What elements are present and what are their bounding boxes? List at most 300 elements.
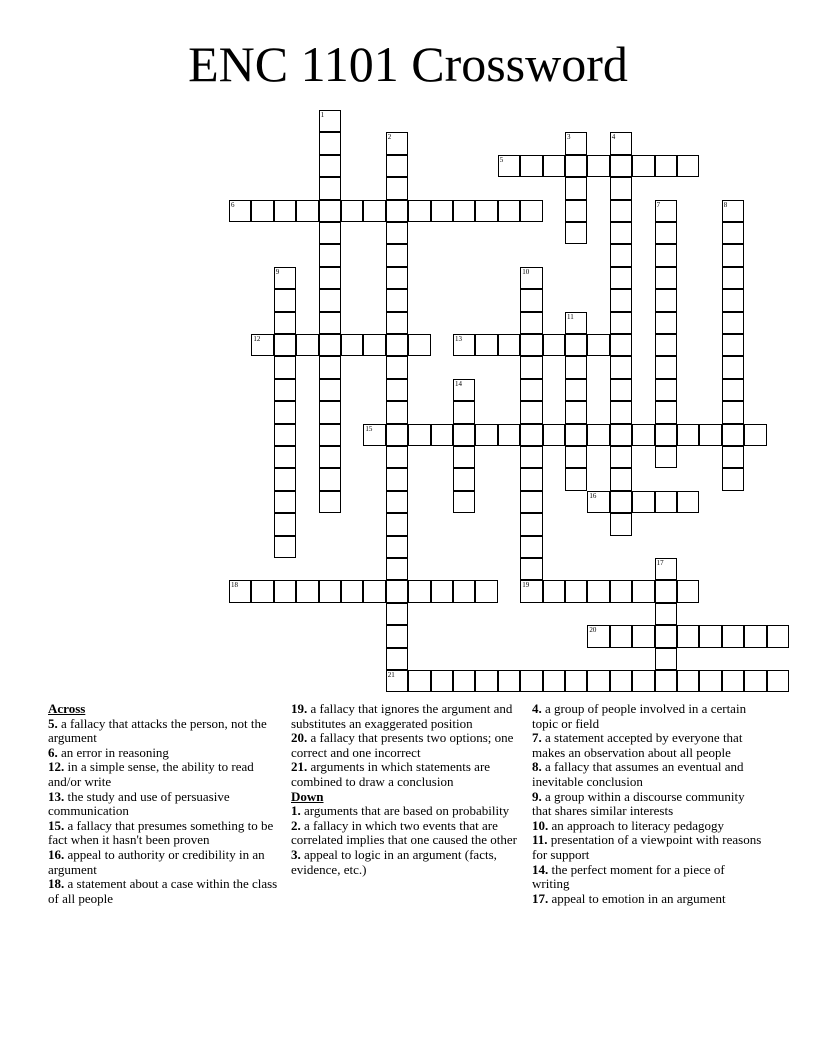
grid-cell[interactable] bbox=[587, 670, 609, 692]
grid-cell[interactable] bbox=[274, 289, 296, 311]
grid-cell[interactable] bbox=[453, 580, 475, 602]
clue-number: 11 bbox=[567, 312, 574, 321]
grid-cell[interactable] bbox=[722, 468, 744, 490]
grid-cell[interactable] bbox=[722, 356, 744, 378]
grid-cell[interactable] bbox=[498, 155, 520, 177]
grid-cell[interactable] bbox=[744, 670, 766, 692]
grid-cell[interactable] bbox=[655, 446, 677, 468]
grid-cell[interactable] bbox=[610, 580, 632, 602]
grid-cell[interactable] bbox=[274, 379, 296, 401]
grid-cell[interactable] bbox=[274, 424, 296, 446]
grid-cell[interactable] bbox=[699, 670, 721, 692]
page-title: ENC 1101 Crossword bbox=[188, 36, 628, 92]
grid-cell[interactable] bbox=[453, 401, 475, 423]
clue-text: a group of people involved in a certain topic or field bbox=[532, 701, 747, 731]
grid-cell[interactable] bbox=[655, 200, 677, 222]
across-clue bbox=[291, 760, 523, 789]
grid-cell[interactable] bbox=[610, 670, 632, 692]
clue-text: the study and use of persuasive communication bbox=[48, 788, 230, 819]
grid-cell[interactable] bbox=[386, 401, 408, 423]
grid-cell[interactable] bbox=[722, 334, 744, 356]
grid-cell[interactable] bbox=[453, 491, 475, 513]
clue-number: 3 bbox=[567, 133, 571, 142]
grid-cell[interactable] bbox=[543, 334, 565, 356]
grid-cell[interactable] bbox=[319, 177, 341, 199]
grid-cell[interactable] bbox=[319, 222, 341, 244]
grid-cell[interactable] bbox=[610, 200, 632, 222]
down-clue bbox=[532, 702, 764, 731]
down-clue bbox=[532, 833, 764, 862]
grid-cell[interactable] bbox=[565, 155, 587, 177]
clue-text: an error in reasoning bbox=[61, 744, 169, 760]
grid-cell[interactable] bbox=[565, 177, 587, 199]
grid-cell[interactable] bbox=[565, 222, 587, 244]
clue-label: 15. bbox=[48, 817, 65, 833]
grid-cell[interactable] bbox=[520, 580, 542, 602]
grid-cell[interactable] bbox=[453, 334, 475, 356]
grid-cell[interactable] bbox=[386, 334, 408, 356]
grid-cell[interactable] bbox=[319, 289, 341, 311]
grid-cell[interactable] bbox=[655, 379, 677, 401]
grid-cell[interactable] bbox=[610, 222, 632, 244]
grid-cell[interactable] bbox=[453, 424, 475, 446]
grid-cell[interactable] bbox=[319, 132, 341, 154]
grid-cell[interactable] bbox=[274, 312, 296, 334]
grid-cell[interactable] bbox=[431, 670, 453, 692]
grid-cell[interactable] bbox=[520, 536, 542, 558]
grid-cell[interactable] bbox=[677, 491, 699, 513]
grid-cell[interactable] bbox=[632, 625, 654, 647]
grid-cell[interactable] bbox=[386, 155, 408, 177]
grid-cell[interactable] bbox=[655, 356, 677, 378]
grid-cell[interactable] bbox=[408, 424, 430, 446]
grid-cell[interactable] bbox=[431, 200, 453, 222]
clue-number: 5 bbox=[499, 155, 504, 164]
grid-cell[interactable] bbox=[498, 424, 520, 446]
grid-cell[interactable] bbox=[453, 446, 475, 468]
grid-cell[interactable] bbox=[229, 580, 251, 602]
clue-label: 17. bbox=[532, 890, 549, 906]
clue-label: 1. bbox=[291, 803, 301, 819]
clue-number: 10 bbox=[522, 267, 530, 276]
grid-cell[interactable] bbox=[274, 356, 296, 378]
grid-cell[interactable] bbox=[453, 200, 475, 222]
across-heading: Across bbox=[48, 701, 86, 716]
grid-cell[interactable] bbox=[655, 267, 677, 289]
clue-label: 7. bbox=[532, 730, 542, 746]
grid-cell[interactable] bbox=[722, 670, 744, 692]
grid-cell[interactable] bbox=[699, 424, 721, 446]
grid-cell[interactable] bbox=[610, 401, 632, 423]
grid-cell[interactable] bbox=[386, 356, 408, 378]
grid-cell[interactable] bbox=[498, 200, 520, 222]
grid-cell[interactable] bbox=[565, 379, 587, 401]
grid-cell[interactable] bbox=[655, 424, 677, 446]
clue-number: 1 bbox=[320, 111, 325, 119]
grid-cell[interactable] bbox=[274, 267, 296, 289]
clue-text: a fallacy that presents two options; one correct and one incorrect bbox=[291, 730, 514, 760]
grid-cell[interactable] bbox=[386, 244, 408, 266]
clue-label: 2. bbox=[291, 817, 301, 833]
grid-cell[interactable] bbox=[610, 625, 632, 647]
grid-cell[interactable] bbox=[632, 670, 654, 692]
grid-cell[interactable] bbox=[655, 222, 677, 244]
grid-cell[interactable] bbox=[610, 177, 632, 199]
grid-cell[interactable] bbox=[274, 536, 296, 558]
clue-number: 20 bbox=[589, 626, 597, 635]
grid-cell[interactable] bbox=[677, 580, 699, 602]
grid-cell[interactable] bbox=[274, 200, 296, 222]
grid-cell[interactable] bbox=[363, 580, 385, 602]
grid-cell[interactable] bbox=[722, 379, 744, 401]
grid-cell[interactable] bbox=[543, 155, 565, 177]
grid-cell[interactable] bbox=[520, 424, 542, 446]
grid-cell[interactable] bbox=[610, 468, 632, 490]
across-clue bbox=[48, 760, 280, 789]
clue-label: 9. bbox=[532, 788, 542, 804]
grid-cell[interactable] bbox=[520, 334, 542, 356]
clue-number: 16 bbox=[589, 491, 597, 500]
across-clue bbox=[48, 848, 280, 877]
clue-column-2 bbox=[291, 702, 523, 877]
grid-cell[interactable] bbox=[565, 356, 587, 378]
grid-cell[interactable] bbox=[699, 625, 721, 647]
clue-text: a fallacy in which two events that are correlated implies that one caused the other bbox=[291, 817, 517, 848]
grid-cell[interactable] bbox=[655, 580, 677, 602]
grid-cell[interactable] bbox=[296, 200, 318, 222]
grid-cell[interactable] bbox=[677, 625, 699, 647]
grid-cell[interactable] bbox=[431, 424, 453, 446]
grid-cell[interactable] bbox=[274, 401, 296, 423]
grid-cell[interactable] bbox=[363, 424, 385, 446]
grid-cell[interactable] bbox=[610, 289, 632, 311]
grid-cell[interactable] bbox=[722, 401, 744, 423]
grid-cell[interactable] bbox=[722, 222, 744, 244]
clue-number: 15 bbox=[365, 424, 373, 433]
grid-cell[interactable] bbox=[632, 580, 654, 602]
grid-cell[interactable] bbox=[610, 312, 632, 334]
grid-cell[interactable] bbox=[319, 401, 341, 423]
clue-column-3 bbox=[532, 702, 764, 906]
grid-cell[interactable] bbox=[767, 625, 789, 647]
grid-cell[interactable] bbox=[453, 670, 475, 692]
grid-cell[interactable] bbox=[251, 334, 273, 356]
grid-cell[interactable] bbox=[408, 580, 430, 602]
grid-cell[interactable] bbox=[386, 222, 408, 244]
grid-cell[interactable] bbox=[386, 446, 408, 468]
clue-number: 2 bbox=[387, 133, 392, 142]
grid-cell[interactable] bbox=[386, 670, 408, 692]
grid-cell[interactable] bbox=[655, 625, 677, 647]
grid-cell[interactable] bbox=[386, 603, 408, 625]
grid-cell[interactable] bbox=[655, 558, 677, 580]
across-clue bbox=[291, 702, 523, 731]
clue-text: a fallacy that ignores the argument and substitutes an exaggerated position bbox=[291, 701, 513, 731]
grid-cell[interactable] bbox=[677, 424, 699, 446]
grid-cell[interactable] bbox=[565, 132, 587, 154]
grid-cell[interactable] bbox=[655, 334, 677, 356]
grid-cell[interactable] bbox=[520, 558, 542, 580]
grid-cell[interactable] bbox=[655, 648, 677, 670]
grid-cell[interactable] bbox=[565, 312, 587, 334]
across-clue bbox=[48, 746, 280, 761]
grid-cell[interactable] bbox=[722, 267, 744, 289]
grid-cell[interactable] bbox=[722, 244, 744, 266]
grid-cell[interactable] bbox=[543, 670, 565, 692]
grid-cell[interactable] bbox=[655, 155, 677, 177]
grid-cell[interactable] bbox=[475, 424, 497, 446]
grid-cell[interactable] bbox=[565, 334, 587, 356]
grid-cell[interactable] bbox=[319, 200, 341, 222]
grid-cell[interactable] bbox=[431, 580, 453, 602]
grid-cell[interactable] bbox=[722, 312, 744, 334]
grid-cell[interactable] bbox=[453, 379, 475, 401]
grid-cell[interactable] bbox=[386, 424, 408, 446]
grid-cell[interactable] bbox=[520, 356, 542, 378]
grid-cell[interactable] bbox=[251, 580, 273, 602]
grid-cell[interactable] bbox=[520, 267, 542, 289]
grid-cell[interactable] bbox=[610, 356, 632, 378]
down-clue bbox=[532, 790, 764, 819]
grid-cell[interactable] bbox=[543, 580, 565, 602]
grid-cell[interactable] bbox=[565, 670, 587, 692]
grid-cell[interactable] bbox=[386, 200, 408, 222]
clue-number: 14 bbox=[455, 379, 462, 388]
clue-label: 21. bbox=[291, 759, 308, 775]
grid-cell[interactable] bbox=[296, 580, 318, 602]
clue-number: 6 bbox=[231, 200, 235, 209]
grid-cell[interactable] bbox=[520, 491, 542, 513]
grid-cell[interactable] bbox=[319, 446, 341, 468]
grid-cell[interactable] bbox=[520, 289, 542, 311]
clue-label: 6. bbox=[48, 744, 58, 760]
clue-label: 16. bbox=[48, 846, 65, 862]
grid-cell[interactable] bbox=[274, 446, 296, 468]
down-clue bbox=[532, 760, 764, 789]
grid-cell[interactable] bbox=[386, 379, 408, 401]
grid-cell[interactable] bbox=[610, 132, 632, 154]
grid-cell[interactable] bbox=[319, 468, 341, 490]
down-clue bbox=[291, 804, 523, 819]
grid-cell[interactable] bbox=[610, 491, 632, 513]
grid-cell[interactable] bbox=[610, 334, 632, 356]
grid-cell[interactable] bbox=[319, 334, 341, 356]
grid-cell[interactable] bbox=[319, 244, 341, 266]
grid-cell[interactable] bbox=[386, 177, 408, 199]
clue-column-1 bbox=[48, 702, 280, 906]
grid-cell[interactable] bbox=[319, 580, 341, 602]
grid-cell[interactable] bbox=[319, 312, 341, 334]
grid-cell[interactable] bbox=[475, 200, 497, 222]
grid-cell[interactable] bbox=[744, 424, 766, 446]
grid-cell[interactable] bbox=[319, 110, 341, 132]
grid-cell[interactable] bbox=[475, 334, 497, 356]
clue-text: a statement accepted by everyone that makes an observation about all people bbox=[532, 730, 743, 760]
clue-label: 5. bbox=[48, 715, 58, 731]
grid-cell[interactable] bbox=[319, 379, 341, 401]
clue-label: 19. bbox=[291, 701, 308, 716]
grid-cell[interactable] bbox=[520, 200, 542, 222]
grid-cell[interactable] bbox=[274, 580, 296, 602]
across-clue bbox=[291, 731, 523, 760]
across-clue bbox=[48, 717, 280, 746]
grid-cell[interactable] bbox=[341, 334, 363, 356]
grid-cell[interactable] bbox=[520, 312, 542, 334]
grid-cell[interactable] bbox=[520, 670, 542, 692]
grid-cell[interactable] bbox=[274, 513, 296, 535]
grid-cell[interactable] bbox=[408, 334, 430, 356]
grid-cell[interactable] bbox=[587, 580, 609, 602]
grid-cell[interactable] bbox=[520, 401, 542, 423]
grid-cell[interactable] bbox=[587, 334, 609, 356]
grid-cell[interactable] bbox=[722, 289, 744, 311]
grid-cell[interactable] bbox=[610, 424, 632, 446]
grid-cell[interactable] bbox=[722, 446, 744, 468]
grid-cell[interactable] bbox=[274, 468, 296, 490]
clue-label: 14. bbox=[532, 861, 549, 877]
clue-text: presentation of a viewpoint with reasons for support bbox=[532, 832, 762, 862]
grid-cell[interactable] bbox=[677, 670, 699, 692]
grid-cell[interactable] bbox=[319, 267, 341, 289]
clue-text: arguments that are based on probability bbox=[304, 803, 510, 819]
grid-cell[interactable] bbox=[520, 513, 542, 535]
grid-cell[interactable] bbox=[296, 334, 318, 356]
clue-number: 18 bbox=[231, 581, 238, 590]
grid-cell[interactable] bbox=[274, 334, 296, 356]
grid-cell[interactable] bbox=[610, 244, 632, 266]
grid-cell[interactable] bbox=[632, 155, 654, 177]
clue-text: appeal to authority or credibility in an argument bbox=[48, 846, 265, 877]
grid-cell[interactable] bbox=[610, 267, 632, 289]
grid-cell[interactable] bbox=[319, 424, 341, 446]
grid-cell[interactable] bbox=[565, 580, 587, 602]
grid-cell[interactable] bbox=[341, 200, 363, 222]
grid-cell[interactable] bbox=[408, 670, 430, 692]
clue-text: a statement about a case within the class of all people bbox=[48, 876, 278, 906]
grid-cell[interactable] bbox=[274, 491, 296, 513]
grid-cell[interactable] bbox=[587, 424, 609, 446]
clue-text: arguments in which statements are combined to draw a conclusion bbox=[291, 759, 491, 789]
grid-cell[interactable] bbox=[610, 155, 632, 177]
grid-cell[interactable] bbox=[520, 155, 542, 177]
grid-cell[interactable] bbox=[386, 132, 408, 154]
down-clue bbox=[532, 863, 764, 892]
grid-cell[interactable] bbox=[363, 334, 385, 356]
grid-cell[interactable] bbox=[520, 468, 542, 490]
grid-cell[interactable] bbox=[386, 513, 408, 535]
down-heading: Down bbox=[291, 788, 324, 804]
grid-cell[interactable] bbox=[520, 446, 542, 468]
grid-cell[interactable] bbox=[655, 312, 677, 334]
clue-text: the perfect moment for a piece of writing bbox=[532, 861, 725, 892]
grid-cell[interactable] bbox=[722, 625, 744, 647]
clue-number: 17 bbox=[656, 559, 664, 567]
grid-cell[interactable] bbox=[655, 491, 677, 513]
grid-cell[interactable] bbox=[610, 379, 632, 401]
down-clue bbox=[532, 731, 764, 760]
grid-cell[interactable] bbox=[408, 200, 430, 222]
grid-cell[interactable] bbox=[386, 289, 408, 311]
clue-text: a group within a discourse community that shares similar interests bbox=[532, 788, 745, 819]
grid-cell[interactable] bbox=[386, 648, 408, 670]
grid-cell[interactable] bbox=[498, 334, 520, 356]
grid-cell[interactable] bbox=[587, 155, 609, 177]
grid-cell[interactable] bbox=[319, 356, 341, 378]
grid-cell[interactable] bbox=[386, 536, 408, 558]
grid-cell[interactable] bbox=[767, 670, 789, 692]
grid-cell[interactable] bbox=[386, 267, 408, 289]
grid-cell[interactable] bbox=[587, 625, 609, 647]
grid-cell[interactable] bbox=[319, 491, 341, 513]
clue-number: 4 bbox=[611, 133, 616, 142]
down-clue bbox=[291, 848, 523, 877]
grid-cell[interactable] bbox=[341, 580, 363, 602]
grid-cell[interactable] bbox=[655, 670, 677, 692]
grid-cell[interactable] bbox=[543, 424, 565, 446]
grid-cell[interactable] bbox=[475, 670, 497, 692]
grid-cell[interactable] bbox=[722, 424, 744, 446]
grid-cell[interactable] bbox=[386, 468, 408, 490]
grid-cell[interactable] bbox=[498, 670, 520, 692]
grid-cell[interactable] bbox=[453, 468, 475, 490]
grid-cell[interactable] bbox=[565, 468, 587, 490]
grid-cell[interactable] bbox=[744, 625, 766, 647]
grid-cell[interactable] bbox=[386, 625, 408, 647]
grid-cell[interactable] bbox=[386, 312, 408, 334]
clue-text: a fallacy that attacks the person, not the argument bbox=[48, 715, 267, 746]
grid-cell[interactable] bbox=[677, 155, 699, 177]
clue-label: 4. bbox=[532, 701, 542, 716]
grid-cell[interactable] bbox=[565, 401, 587, 423]
grid-cell[interactable] bbox=[251, 200, 273, 222]
grid-cell[interactable] bbox=[565, 424, 587, 446]
across-clue bbox=[48, 790, 280, 819]
grid-cell[interactable] bbox=[319, 155, 341, 177]
grid-cell[interactable] bbox=[655, 289, 677, 311]
grid-cell[interactable] bbox=[363, 200, 385, 222]
grid-cell[interactable] bbox=[655, 603, 677, 625]
grid-cell[interactable] bbox=[655, 401, 677, 423]
clue-text: appeal to emotion in an argument bbox=[551, 890, 726, 906]
grid-cell[interactable] bbox=[610, 446, 632, 468]
grid-cell[interactable] bbox=[565, 446, 587, 468]
grid-cell[interactable] bbox=[722, 200, 744, 222]
clue-text: an approach to literacy pedagogy bbox=[551, 817, 725, 833]
clue-text: appeal to logic in an argument (facts, evidence, etc.) bbox=[291, 846, 497, 877]
grid-cell[interactable] bbox=[520, 379, 542, 401]
grid-cell[interactable] bbox=[475, 580, 497, 602]
grid-cell[interactable] bbox=[386, 491, 408, 513]
clue-label: 12. bbox=[48, 759, 65, 775]
grid-cell[interactable] bbox=[610, 513, 632, 535]
across-clue bbox=[48, 877, 280, 906]
clue-label: 8. bbox=[532, 759, 542, 775]
clue-label: 13. bbox=[48, 788, 65, 804]
grid-cell[interactable] bbox=[632, 424, 654, 446]
grid-cell[interactable] bbox=[386, 558, 408, 580]
clue-number: 12 bbox=[253, 335, 261, 343]
clue-label: 18. bbox=[48, 876, 65, 892]
grid-cell[interactable] bbox=[565, 200, 587, 222]
grid-cell[interactable] bbox=[587, 491, 609, 513]
clue-label: 10. bbox=[532, 817, 549, 833]
clue-number: 21 bbox=[387, 671, 395, 679]
down-clue bbox=[291, 819, 523, 848]
grid-cell[interactable] bbox=[386, 580, 408, 602]
grid-cell[interactable] bbox=[655, 244, 677, 266]
grid-cell[interactable] bbox=[229, 200, 251, 222]
grid-cell[interactable] bbox=[632, 491, 654, 513]
